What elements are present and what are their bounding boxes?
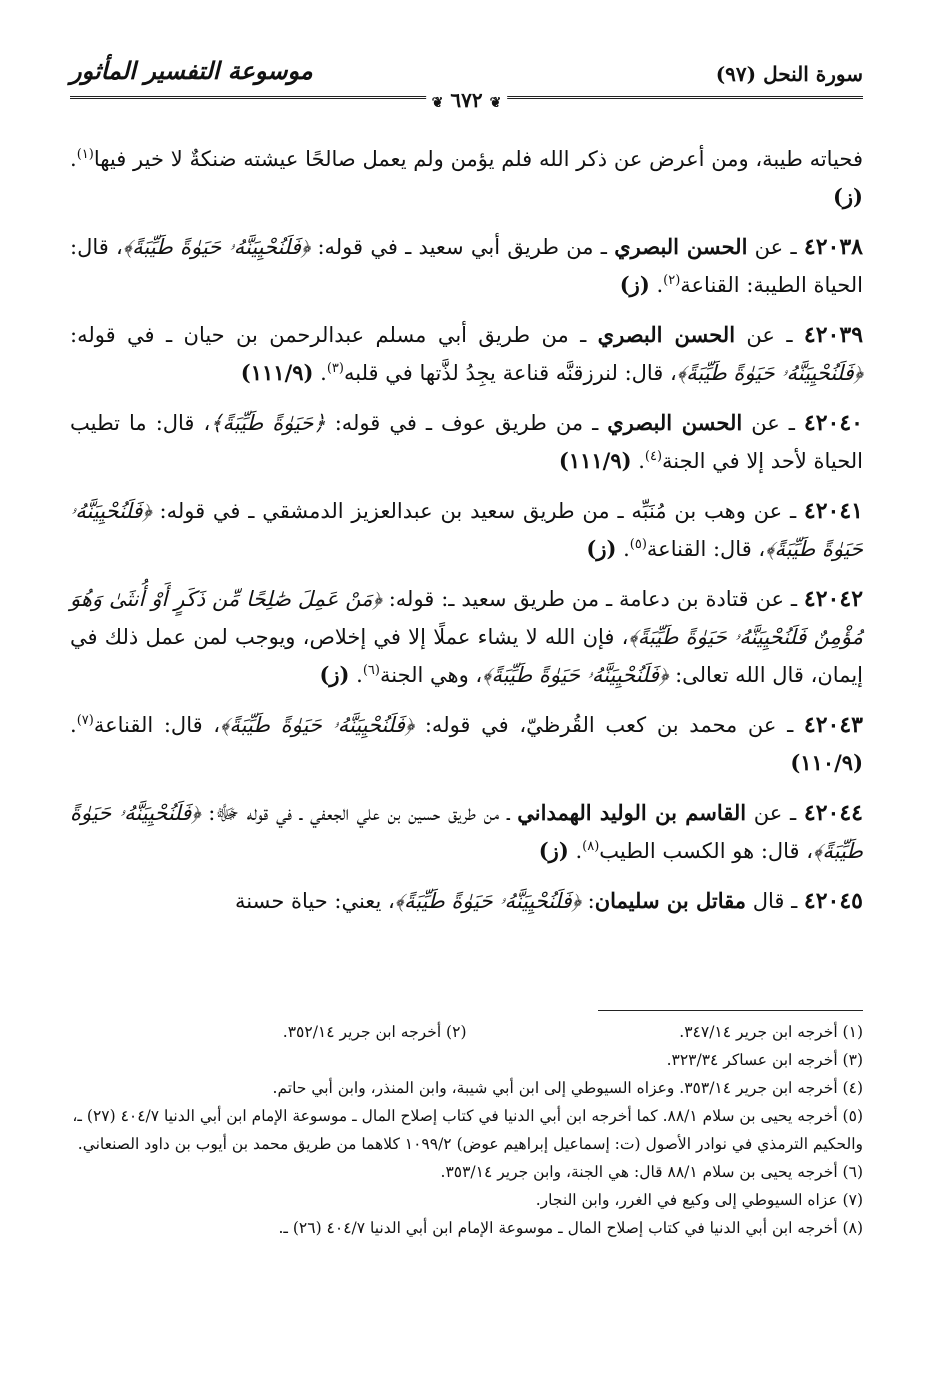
narration-entry [70, 404, 863, 480]
text-run: ، قال: القناعة [93, 713, 221, 737]
paragraph-text [70, 492, 863, 568]
text-run: ـ من طريق حسين بن علي الجعفي ـ في قوله ﷻ: [200, 801, 518, 825]
text-run: ـ عن وهب بن مُنَبِّه ـ من طريق سعيد بن عبدالعزيز الدمشقي ـ في قوله: [151, 499, 804, 523]
text-run: . [70, 713, 77, 737]
text-run: . [616, 537, 630, 561]
footnote-2: (٢) أخرجه ابن جرير ٣٥٢/١٤. [282, 1023, 467, 1041]
text-run: ، قال: لنرزقنَّه قناعة يجِدُ لذَّتها في قلبه [343, 361, 677, 385]
source-mark: (ز) [538, 838, 569, 863]
text-run: . [649, 273, 664, 297]
quran-verse: ﴿فَلَنُحْيِيَنَّهُۥ حَيَوٰةً طَيِّبَةً﴾ [220, 713, 415, 737]
quran-verse: ﴿فَلَنُحْيِيَنَّهُۥ حَيَوٰةً طَيِّبَةً﴾ [70, 801, 863, 863]
narration-entry [70, 492, 863, 568]
quran-verse: ﴿فَلَنُحْيِيَنَّهُۥ حَيَوٰةً طَيِّبَةً﴾ [676, 361, 863, 385]
footnote-ref: (١) [76, 147, 94, 162]
paragraph-text [70, 706, 863, 782]
text-run: ـ عن محمد بن كعب القُرظيّ، في قوله: [414, 713, 804, 737]
surah-heading: سورة النحل (٩٧) [715, 62, 863, 86]
text-run: ـ من طريق عوف ـ في قوله: [325, 411, 608, 435]
footnote-ref: (٤) [644, 449, 663, 464]
page-number: ٦٧٢ [450, 88, 483, 112]
entry-number: ٤٢٠٤٥ [803, 888, 863, 914]
quran-verse: ﴿فَلَنُحْيِيَنَّهُۥ حَيَوٰةً طَيِّبَةً﴾ [70, 499, 863, 561]
text-run: ـ عن [746, 801, 804, 825]
footnote-ref: (٨) [582, 839, 600, 854]
footnote-8: (٨) أخرجه ابن أبي الدنيا في كتاب إصلاح المال ـ موسوعة الإمام ابن أبي الدنيا ٤٠٤/٧ (٢٦) ـ. [278, 1219, 863, 1237]
entry-number: ٤٢٠٤٠ [803, 410, 863, 436]
narration-entry [70, 706, 863, 782]
footnote-separator [598, 1010, 863, 1011]
text-run: ، قال: ما تطيب الحياة لأحد إلا في الجنة [70, 411, 863, 473]
narration-entry [70, 316, 863, 392]
paragraph-text [70, 316, 863, 392]
paragraph-text [70, 228, 863, 304]
footnote-5: (٥) أخرجه يحيى بن سلام ٨٨/١. كما أخرجه ابن أبي الدنيا في كتاب إصلاح المال ـ موسوعة الإمام ابن أبي الدنيا ٤٠٤/٧ (٢٧) ـ، والحكيم الترمذي في نوادر الأصول (ت: إسماعيل إبراهيم عوض) ١٠٩٩/٢ كلاهما من طريق محمد بن أيوب بن داود الصنعاني. [72, 1107, 863, 1153]
text-run: ـ عن [735, 323, 804, 347]
footnote-1: (١) أخرجه ابن جرير ٣٤٧/١٤. [679, 1023, 863, 1041]
narrator-name: الحسن البصري [597, 322, 736, 347]
quran-verse: ﴿فَلَنُحْيِيَنَّهُۥ حَيَوٰةً طَيِّبَةً﴾ [394, 889, 581, 913]
text-run: ، فإن الله لا يشاء عملًا إلا في إخلاص، ويوجب لمن عمل ذلك في إيمان، قال الله تعالى: [70, 625, 863, 687]
footnote-4: (٤) أخرجه ابن جرير ٣٥٣/١٤. وعزاه السيوطي إلى ابن أبي شيبة، وابن المنذر، وابن أبي حاتم. [272, 1079, 863, 1097]
footnote-6: (٦) أخرجه يحيى بن سلام ٨٨/١ قال: هي الجنة، وابن جرير ٣٥٣/١٤. [440, 1163, 863, 1181]
text-run: ـ قال [746, 889, 804, 913]
page-header [70, 52, 863, 112]
entry-number: ٤٢٠٤٤ [803, 800, 863, 826]
source-mark: (١١١/٩) [240, 360, 314, 385]
book-title: موسوعة التفسير المأثور [70, 56, 313, 85]
text-run: ـ عن قتادة بن دعامة ـ من طريق سعيد ـ: قوله: [381, 587, 804, 611]
source-mark: (١١١/٩) [558, 448, 632, 473]
entry-number: ٤٢٠٣٩ [803, 322, 864, 348]
quran-verse: ﴿حَيَوٰةً طَيِّبَةً﴾ [210, 411, 326, 435]
entry-number: ٤٢٠٤٣ [803, 712, 863, 738]
text-run: ـ عن [742, 411, 804, 435]
text-run: ـ عن [747, 235, 804, 259]
footnote-ref: (٢) [663, 273, 681, 288]
paragraph [70, 140, 863, 216]
footnote-ref: (٥) [629, 537, 647, 552]
narration-entry [70, 882, 863, 920]
text-run: . [70, 147, 77, 171]
narration-entry [70, 228, 863, 304]
footnote-ref: (٧) [76, 713, 94, 728]
paragraph-text [70, 580, 863, 694]
text-run: . [631, 449, 645, 473]
footnotes [70, 1018, 863, 1242]
text-run: . [313, 361, 327, 385]
text-run: فحياته طيبة، ومن أعرض عن ذكر الله فلم يؤمن ولم يعمل صالحًا عيشته ضنكةٌ لا خير فيها [93, 147, 863, 171]
entry-number: ٤٢٠٣٨ [803, 234, 863, 260]
footnote-row [70, 1018, 863, 1046]
narration-entry [70, 580, 863, 694]
source-mark: (ز) [832, 184, 863, 209]
source-mark: (ز) [586, 536, 617, 561]
text-run: : [580, 889, 595, 913]
page-number-block [426, 88, 508, 112]
text-run: . [568, 839, 583, 863]
paragraph-text [70, 882, 863, 920]
source-mark: (١١٠/٩) [790, 750, 863, 775]
main-text [70, 140, 863, 932]
source-mark: (ز) [619, 272, 650, 297]
narrator-name: الحسن البصري [614, 234, 748, 259]
text-run: ، قال: هو الكسب الطيب [599, 839, 814, 863]
ornament-right-icon: ❦ [489, 95, 502, 111]
footnote-ref: (٦) [362, 663, 380, 678]
quran-verse: ﴿فَلَنُحْيِيَنَّهُۥ حَيَوٰةً طَيِّبَةً﴾ [122, 235, 311, 259]
narrator-name: القاسم بن الوليد الهمداني [517, 800, 747, 825]
text-run: . [349, 663, 363, 687]
text-run: ، وهي الجنة [379, 663, 483, 687]
text-run: ـ من طريق أبي سعيد ـ في قوله: [310, 235, 615, 259]
narration-entry [70, 794, 863, 870]
text-run: ، قال: القناعة [646, 537, 766, 561]
narrator-name: الحسن البصري [607, 410, 743, 435]
source-mark: (ز) [319, 662, 350, 687]
quran-verse: ﴿فَلَنُحْيِيَنَّهُۥ حَيَوٰةً طَيِّبَةً﴾ [482, 663, 669, 687]
footnote-7: (٧) عزاه السيوطي إلى وكيع في الغرر، وابن النجار. [535, 1191, 863, 1209]
footnote-3: (٣) أخرجه ابن عساكر ٣٢٣/٣٤. [666, 1051, 863, 1069]
footnote-ref: (٣) [326, 361, 344, 376]
text-run: ـ من طريق أبي مسلم عبدالرحمن بن حيان ـ في قوله: [70, 323, 598, 347]
quran-verse: ﴿مَنْ عَمِلَ صَٰلِحًا مِّن ذَكَرٍ أَوْ أُنثَىٰ وَهُوَ مُؤْمِنٌ فَلَنُحْيِيَنَّهُۥ حَيَوٰةً طَيِّبَةً﴾ [70, 587, 864, 649]
narrator-name: مقاتل بن سليمان [594, 888, 747, 913]
paragraph-text [70, 404, 863, 480]
text-run: ، قال: الحياة الطيبة: القناعة [70, 235, 863, 297]
entry-number: ٤٢٠٤١ [803, 498, 863, 524]
entry-number: ٤٢٠٤٢ [803, 586, 864, 612]
ornament-left-icon: ❦ [431, 95, 444, 111]
text-run: ، يعني: حياة حسنة [235, 889, 395, 913]
paragraph-text [70, 794, 863, 870]
paragraph-text [70, 140, 863, 216]
